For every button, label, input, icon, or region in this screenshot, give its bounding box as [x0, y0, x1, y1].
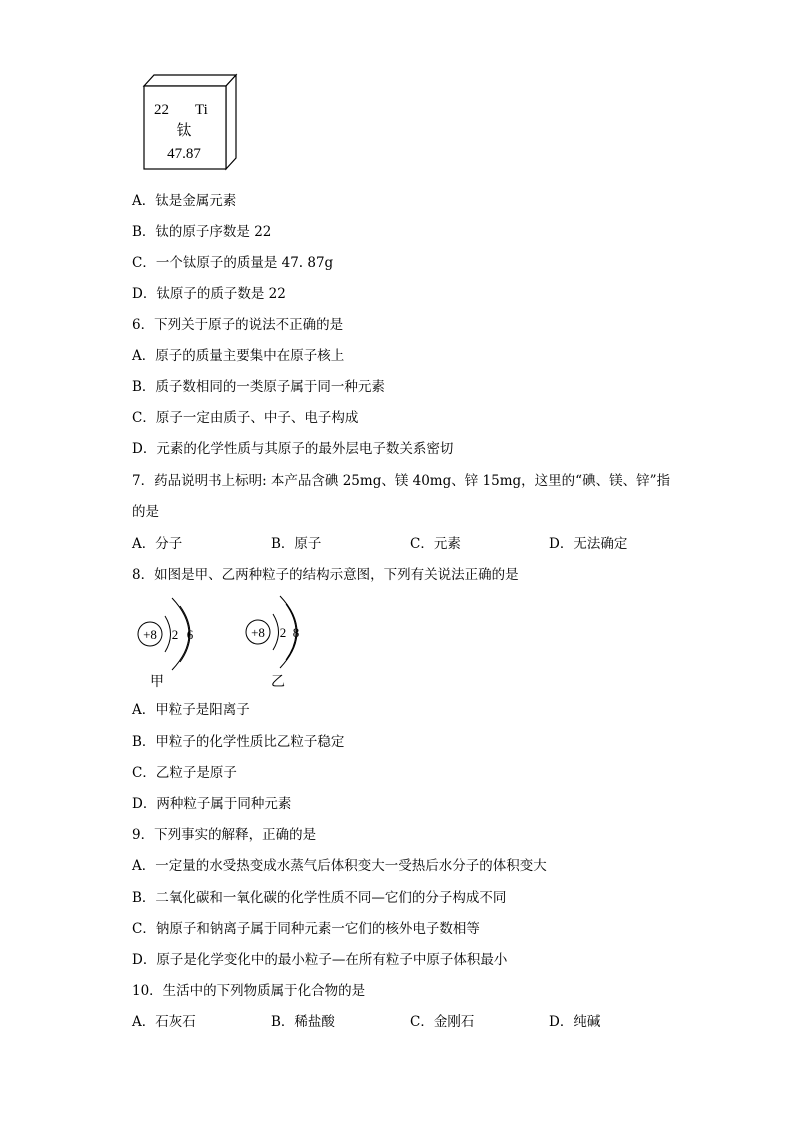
q9-option-d: D．原子是化学变化中的最小粒子—在所有粒子中原子体积最小 [132, 952, 508, 968]
q10-option-b: B．稀盐酸 [271, 1014, 335, 1030]
q10-stem: 10．生活中的下列物质属于化合物的是 [132, 983, 366, 999]
q9-option-c: C．钠原子和钠离子属于同种元素一它们的核外电子数相等 [132, 921, 480, 937]
q8-option-a: A．甲粒子是阳离子 [132, 702, 250, 718]
q5-option-b: B．钛的原子序数是 22 [132, 224, 272, 240]
q7-option-b: B．原子 [271, 536, 322, 552]
q9-option-b: B．二氧化碳和一氧化碳的化学性质不同—它们的分子构成不同 [132, 890, 507, 906]
q6-option-b: B．质子数相同的一类原子属于同一种元素 [132, 379, 385, 395]
atomic-mass: 47.87 [167, 146, 201, 162]
q8-option-d: D．两种粒子属于同种元素 [132, 796, 292, 812]
q5-option-d: D．钛原子的质子数是 22 [132, 286, 286, 302]
element-name: 钛 [176, 123, 192, 139]
q9-stem: 9．下列事实的解释，正确的是 [132, 827, 317, 843]
q6-stem: 6．下列关于原子的说法不正确的是 [132, 317, 344, 333]
q10-option-d: D．纯碱 [549, 1014, 601, 1030]
q7-stem-line1: 7．药品说明书上标明: 本产品含碘 25mg、镁 40mg、锌 15mg，这里的“碘、镁、锌”指 [132, 473, 670, 489]
atomic-number: 22 [154, 102, 169, 118]
q7-option-d: D．无法确定 [549, 536, 628, 552]
particle-jia-diagram [138, 598, 194, 690]
yi-label: 乙 [271, 675, 285, 690]
particle-yi-diagram [246, 596, 299, 690]
jia-shell2-electrons: 6 [186, 627, 194, 642]
q5-option-a: A．钛是金属元素 [132, 193, 237, 209]
q10-option-a: A．石灰石 [132, 1014, 196, 1030]
q8-stem: 8．如图是甲、乙两种粒子的结构示意图，下列有关说法正确的是 [132, 567, 519, 583]
q8-option-b: B．甲粒子的化学性质比乙粒子稳定 [132, 734, 345, 750]
q7-option-a: A．分子 [132, 536, 183, 552]
yi-nucleus-charge: +8 [251, 625, 265, 640]
q6-option-d: D．元素的化学性质与其原子的最外层电子数关系密切 [132, 441, 454, 457]
q9-option-a: A．一定量的水受热变成水蒸气后体积变大一受热后水分子的体积变大 [132, 858, 547, 874]
q8-option-c: C．乙粒子是原子 [132, 765, 237, 781]
q6-option-a: A．原子的质量主要集中在原子核上 [132, 348, 345, 364]
jia-shell1-electrons: 2 [171, 627, 179, 642]
yi-shell1-electrons: 2 [279, 625, 287, 640]
q7-option-c: C．元素 [410, 536, 461, 552]
q5-option-c: C．一个钛原子的质量是 47. 87g [132, 255, 334, 271]
jia-label: 甲 [150, 675, 164, 690]
q6-option-c: C．原子一定由质子、中子、电子构成 [132, 410, 359, 426]
element-symbol: Ti [195, 102, 208, 118]
q7-stem-line2: 的是 [132, 504, 159, 520]
particle-structure-diagram [130, 594, 320, 694]
element-card-titanium [140, 72, 244, 174]
q10-option-c: C．金刚石 [410, 1014, 475, 1030]
jia-nucleus-charge: +8 [143, 627, 157, 642]
yi-shell2-electrons: 8 [292, 625, 300, 640]
